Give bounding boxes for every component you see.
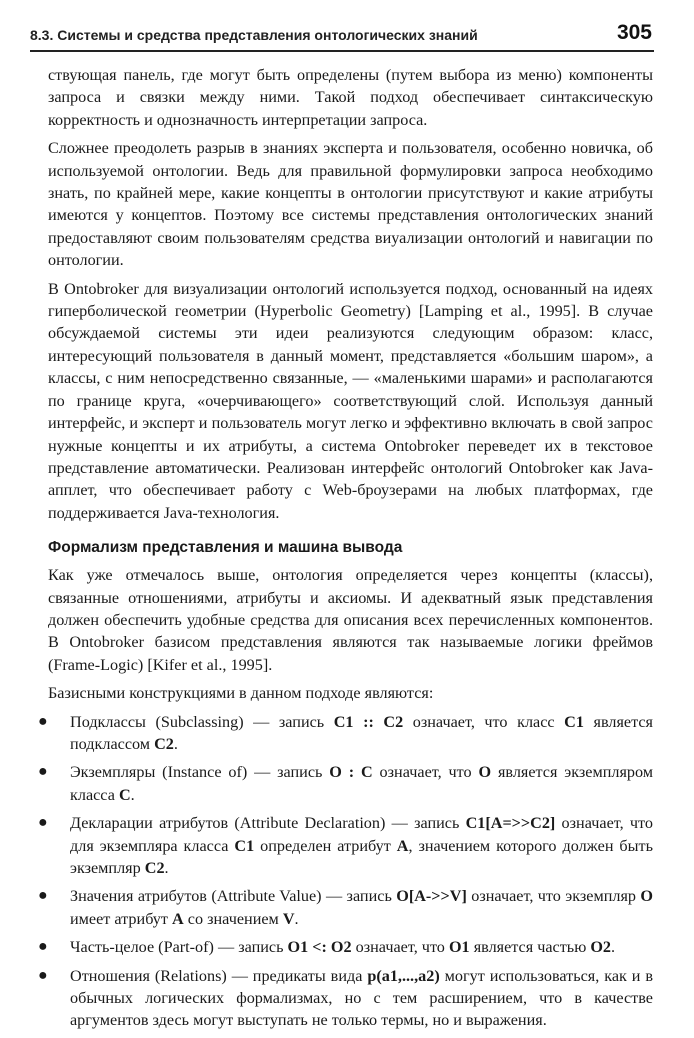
paragraph: ствующая панель, где могут быть определены (путем выбора из меню) компоненты запроса и связки между ними. Такой подход обеспечивает синтаксическую корректность и однозначность интерпретации запроса.: [48, 66, 653, 129]
paragraph: Как уже отмечалось выше, онтология определяется через концепты (классы), связанные отношениями, атрибуты и аксиомы. И адекватный язык представления должен обеспечить удобные средства для описания всех перечисленных компонентов. В Ontobroker базисом представления являются так называемые логики фреймов (Frame-Logic) [Kifer et al., 1995].: [48, 566, 653, 674]
list-item: ● Декларации атрибутов (Attribute Declaration) — запись C1[A=>>C2] означает, что для экземпляра класса C1 определен атрибут A, значением которого должен быть экземпляр C2.: [38, 814, 654, 877]
bullet-icon: ●: [38, 712, 48, 730]
list-item: ● Значения атрибутов (Attribute Value) — запись O[A->>V] означает, что экземпляр O имеет атрибут A со значением V.: [38, 887, 653, 928]
section-heading: Формализм представления и машина вывода: [48, 539, 403, 557]
paragraph: Сложнее преодолеть разрыв в знаниях эксперта и пользователя, особенно новичка, об используемой онтологии. Ведь для правильной формулировки запроса необходимо знать, по крайней мере, какие концепты в онтологии присутствуют и какие атрибуты имеются у концептов. Поэтому все системы представления онтологических знаний предоставляют своим пользователям средства виуализации онтологий и навигации по онтологии.: [48, 139, 653, 270]
list-item: ● Подклассы (Subclassing) — запись C1 :: C2 означает, что класс C1 является подклассом C2.: [38, 712, 653, 753]
page-header: [30, 20, 654, 52]
running-title: 8.3. Системы и средства представления онтологических знаний: [30, 27, 478, 43]
list-item: ● Экземпляры (Instance of) — запись O : C означает, что O является экземпляром класса C.: [38, 763, 654, 804]
bullet-icon: ●: [38, 966, 48, 984]
list-item: ● Отношения (Relations) — предикаты вида p(a1,...,a2) могут использоваться, как и в обычных логических формализмах, но с тем расширением, что в качестве аргументов здесь могут выступать не только термы, но и выражения.: [38, 966, 653, 1030]
page-number: 305: [616, 21, 652, 44]
bullet-icon: ●: [38, 938, 48, 956]
paragraph: В Ontobroker для визуализации онтологий используется подход, основанный на идеях гиперболической геометрии (Hyperbolic Geometry) [Lamping et al., 1995]. В случае обсуждаемой системы эти идеи реализуются следующим образом: класс, интересующий пользователя в данный момент, представляется «большим шаром», а классы, с ним непосредственно связанные, — «маленькими шарами» и располагаются по границе круга, «очерчивающего» соответствующий слой. Используя данный интерфейс, и эксперт и пользователь могут легко и эффективно включать в свой запрос нужные концепты и их атрибуты, а система Ontobroker переведет их в текстовое представление автоматически. Реализован интерфейс онтологий Ontobroker как Java-апплет, что обеспечивает работу с Web-броузерами на любых платформах, где поддерживается Java-технология.: [48, 279, 653, 522]
bullet-icon: ●: [38, 887, 48, 905]
bullet-icon: ●: [38, 814, 48, 832]
construct-list: [38, 711, 654, 1032]
list-item: ● Часть-целое (Part-of) — запись O1 <: O2 означает, что O1 является частью O2.: [48, 936, 653, 958]
paragraph: Базисными конструкциями в данном подходе являются:: [48, 684, 434, 703]
bullet-icon: ●: [38, 763, 48, 781]
page-body: [38, 64, 654, 1038]
